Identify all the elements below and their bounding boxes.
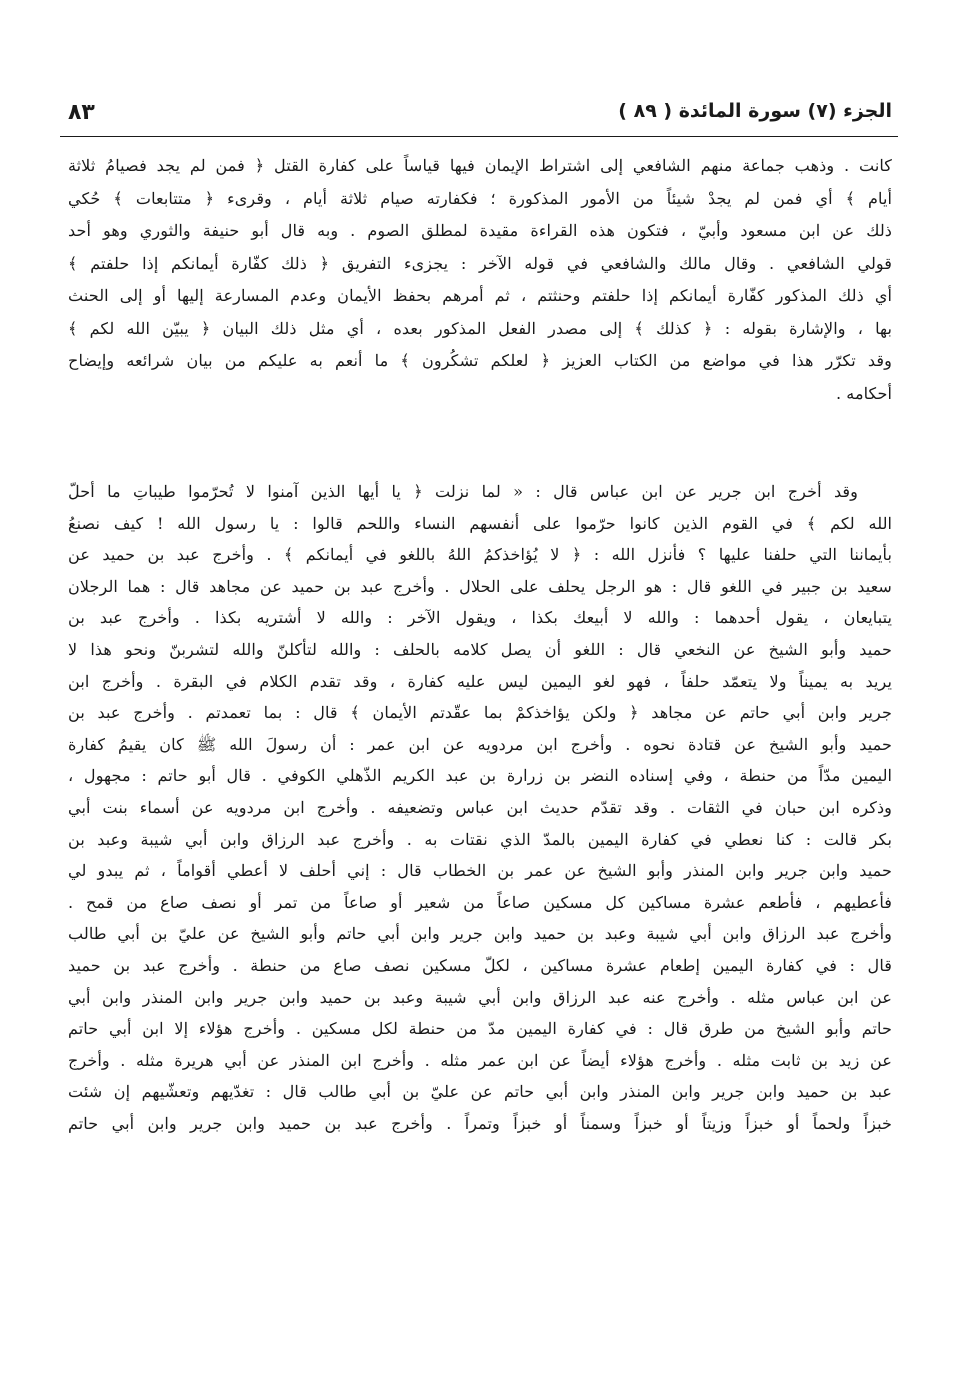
text-line: عبد بن حميد وابن جرير وابن المنذر وابن أبي حاتم عن عليّ بن أبي طالب قال : تغدّيهم وتعشّيهم إن شئت [68, 1082, 892, 1102]
text-line: قولي الشافعي . وقال مالك والشافعي في قوله الآخر : يجزىء التفريق ﴿ ذلك كفّارة أيمانكم إذا حلفتم ﴾ [68, 253, 892, 273]
text-line: أيام ﴾ أي فمن لم يجدْ شيئاً من الأمور المذكورة ؛ فكفارته صيام ثلاثة أيام ، وقرىء ﴿ متتابعات ﴾ حُكي [68, 188, 892, 208]
text-line: كانت . وذهب جماعة منهم الشافعي إلى اشتراط الإيمان فيها قياساً على كفارة القتل ﴿ فمن لم يجد فصيامُ ثلاثة [68, 156, 892, 175]
hadith-paragraph [68, 476, 892, 1139]
text-line: حاتم وأبو الشيخ من طرق قال : في كفارة اليمين مدّ من حنطة لكل مسكين . وأخرج هؤلاء إلا ابن أبي حاتم [68, 1019, 892, 1039]
tafsir-paragraph [68, 150, 892, 410]
text-line: بأيماننا التي حلفنا عليها ؟ فأنزل الله : ﴿ لا يُؤاخذكمُ اللهُ باللغو في أيمانكم ﴾ . وأخرج عبد بن حميد عن [68, 545, 892, 565]
text-line: وقد تكرّر هذا في مواضع من الكتاب العزيز ﴿ لعلكم تشكُرون ﴾ ما أنعم به عليكم من بيان شرائعه وإيضاح [68, 351, 892, 370]
text-line: أحكامه . [835, 383, 892, 403]
text-line: حميد وأبو الشيخ عن النخعي قال : اللغو أن يصل كلامه بالحلف : والله لتأكلنّ والله لتشربنّ ونحو هذا لا [68, 639, 892, 659]
text-line: وقد أخرج ابن جرير عن ابن عباس قال : « لما نزلت ﴿ يا أيها الذين آمنوا لا تُحرّموا طيباتِ ما أحلّ [68, 482, 858, 501]
text-line: يتبايعان ، يقول أحدهما : والله لا أبيعك بكذا ، ويقول الآخر : والله لا أشتريه بكذا . وأخرج عبد بن [68, 608, 892, 628]
text-line: الله لكم ﴾ في القوم الذين كانوا حرّموا على أنفسهم النساء واللحم قالوا : يا رسول الله ! كيف نصنعُ [68, 513, 892, 533]
text-line: ذلك عن ابن مسعود وأبيّ ، فتكون هذه القراءة مقيدة لمطلق الصوم . وبه قال أبو حنيفة والثوري وهو أحد [68, 221, 892, 240]
text-line: بكر قالت : كنا نعطي في كفارة اليمين بالمدّ الذي نقتات به . وأخرج عبد الرزاق وابن أبي شيبة وعبد بن [68, 829, 892, 849]
text-line: يريد به يميناً ولا يتعمّد حلفاً ، فهو لغو اليمين ليس عليه كفارة ، وقد تقدم الكلام في البقرة . وأخرج ابن [68, 671, 892, 691]
page-number: ٨٣ [68, 100, 95, 125]
text-line: وأخرج عبد الرزاق وابن أبي شيبة وعبد بن حميد وابن جرير وابن أبي حاتم وأبو الشيخ عن عليّ بن أبي طالب [68, 924, 892, 944]
page-header [68, 98, 892, 138]
text-line: حميد وابن جرير وابن المنذر وأبو الشيخ عن عمر بن الخطاب قال : إني أحلف لا أعطي أقواماً ، ثم يبدو لي [68, 861, 892, 881]
text-line: اليمين مدّاً من حنطة ، وفي إسناده النضر بن زرارة بن عبد الكريم الذّهلي الكوفي . قال أبو حاتم : مجهول ، [68, 766, 892, 786]
header-rule [60, 136, 898, 137]
text-line: بها ، والإشارة بقوله : ﴿ كذلك ﴾ إلى مصدر الفعل المذكور بعده ، أي مثل ذلك البيان ﴿ يبيّن الله لكم ﴾ [68, 318, 892, 338]
text-line: عن زيد بن ثابت مثله . وأخرج هؤلاء أيضاً عن ابن عمر مثله . وأخرج ابن المنذر عن أبي هريرة مثله . وأخرج [68, 1050, 892, 1070]
text-line: جرير وابن أبي حاتم عن مجاهد ﴿ ولكن يؤاخذكمْ بما عقّدتم الأيمان ﴾ قال : بما تعمدتم . وأخرج عبد بن [68, 703, 892, 723]
text-line: أي ذلك المذكور كفّارة أيمانكم إذا حلفتم وحنثتم ، ثم أمرهم بحفظ الأيمان وعدم المسارعة إليها أو إلى الحنث [68, 286, 892, 305]
text-line: خبزاً ولحماً أو خبزاً وزيتاً أو خبزاً وسمناً أو خبزاً وتمراً . وأخرج عبد بن حميد وابن جرير وابن أبي حاتم [68, 1113, 892, 1133]
text-line: عن ابن عباس مثله . وأخرج عنه عبد الرزاق وابن أبي شيبة وعبد بن حميد وابن جرير وابن المنذر وابن أبي [68, 987, 892, 1007]
text-line: فأعطيهم ، فأطعم عشرة مساكين كل مسكين صاعاً من شعير أو صاعاً من تمر أو نصف صاع من قمح . [68, 892, 892, 912]
text-line: حميد وأبو الشيخ عن قتادة نحوه . وأخرج ابن مردويه عن ابن عمر : أن رسولَ الله ﷺ كان يقيمُ كفارة [68, 734, 892, 754]
running-title: الجزء (٧) سورة المائدة ( ٨٩ ) [618, 100, 892, 122]
text-line: قال : في كفارة اليمين إطعام عشرة مساكين ، لكلّ مسكين نصف صاع من حنطة . وأخرج عبد بن حميد [68, 955, 892, 975]
text-line: سعيد بن جبير في اللغو قال : هو الرجل يحلف على الحلال . وأخرج عبد بن حميد عن مجاهد قال : هما الرجلان [68, 576, 892, 596]
text-line: وذكره ابن حبان في الثقات . وقد تقدّم حديث ابن عباس وتضعيفه . وأخرج ابن مردويه عن أسماء بنت أبي [68, 797, 892, 817]
